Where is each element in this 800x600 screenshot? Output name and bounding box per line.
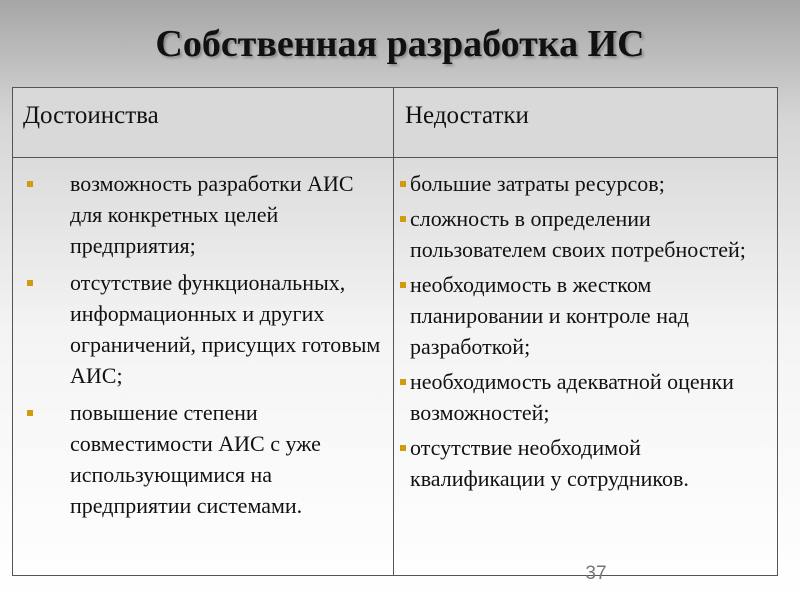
list-item <box>21 267 389 391</box>
square-bullet-icon <box>27 181 33 187</box>
advantages-cell <box>21 168 389 527</box>
square-bullet-icon <box>400 216 406 222</box>
square-bullet-icon <box>27 280 33 286</box>
square-bullet-icon <box>400 282 406 288</box>
advantage-text: отсутствие функциональных, информационных и других ограничений, присущих готовым АИС; <box>70 270 381 388</box>
advantage-text: повышение степени совместимости АИС с уже использующимися на предприятии системами. <box>70 400 321 518</box>
disadvantage-text: отсутствие необходимой квалификации у сотрудников. <box>410 435 689 491</box>
square-bullet-icon <box>400 181 406 187</box>
page-number: 37 <box>585 563 607 584</box>
list-item <box>399 366 775 428</box>
disadvantages-cell <box>399 168 775 498</box>
header-disadvantages: Недостатки <box>405 102 529 129</box>
square-bullet-icon <box>27 410 33 416</box>
list-item <box>21 397 389 521</box>
list-item <box>399 203 775 265</box>
disadvantage-text: большие затраты ресурсов; <box>410 171 665 196</box>
square-bullet-icon <box>400 379 406 385</box>
advantages-list <box>21 168 389 521</box>
square-bullet-icon <box>400 445 406 451</box>
disadvantage-text: сложность в определении пользователем своих потребностей; <box>410 206 746 262</box>
table-header-row <box>13 88 777 158</box>
list-item <box>399 432 775 494</box>
advantage-text: возможность разработки АИС для конкретных целей предприятия; <box>70 171 354 258</box>
disadvantage-text: необходимость адекватной оценки возможностей; <box>410 369 734 425</box>
disadvantage-text: необходимость в жестком планировании и контроле над разработкой; <box>410 272 689 359</box>
list-item <box>399 168 775 199</box>
disadvantages-list <box>399 168 775 494</box>
slide-title: Собственная разработка ИС <box>155 23 645 65</box>
list-item <box>21 168 389 261</box>
column-divider <box>393 88 394 575</box>
header-advantages: Достоинства <box>23 102 159 129</box>
comparison-table <box>12 87 778 576</box>
list-item <box>399 269 775 362</box>
